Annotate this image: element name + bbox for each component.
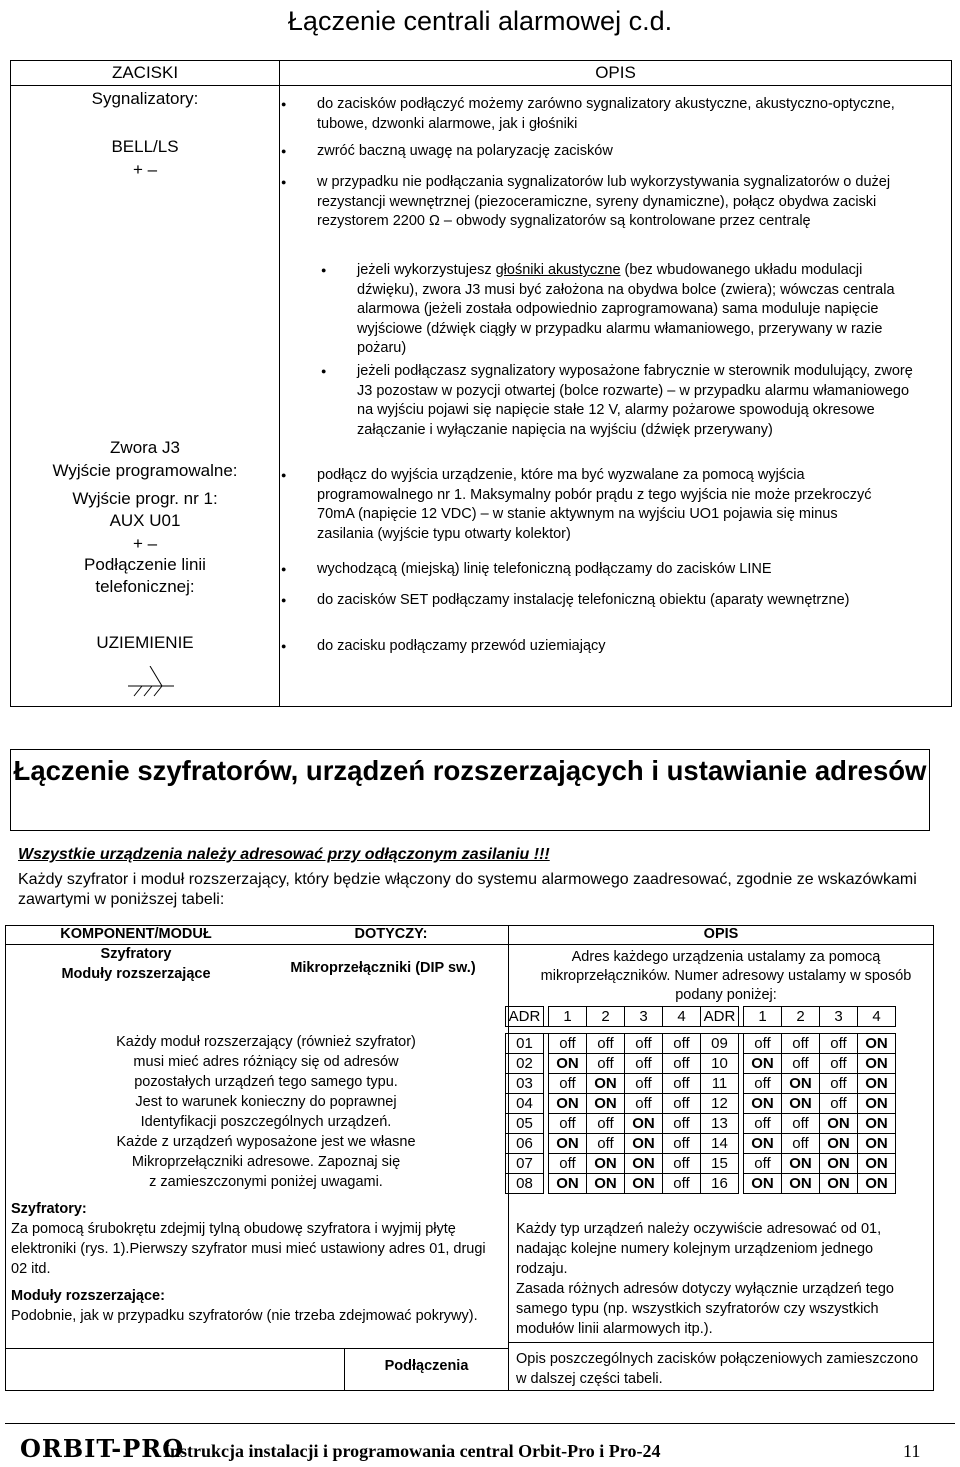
address-cell: off <box>744 1114 782 1134</box>
address-cell: ON <box>858 1034 896 1054</box>
label-uziemienie: UZIEMIENIE <box>96 633 194 652</box>
desc-5: ● jeżeli podłączasz sygnalizatory wyposażone fabrycznie w sterownik modulujący, zworę J3 pozostaw w pozycji otwartej (bolce rozwarte) – w przypadku alarmu włamaniowego na wyjściu pojawi się napięcie stałe 12 V, alarmy pożarowe spowodują okresowe załączanie i wyłączanie napięcia na wyjściu (dźwięk przerywany) <box>357 362 917 440</box>
address-cell: 06 <box>506 1134 544 1154</box>
address-cell: ON <box>744 1174 782 1194</box>
address-cell: ON <box>782 1094 820 1114</box>
center-line: musi mieć adres różniący się od adresów <box>133 1054 399 1070</box>
center-line: Identyfikacji poszczególnych urządzeń. <box>140 1114 392 1130</box>
comp-szyfratory: Szyfratory <box>100 946 172 962</box>
desc-4-underline: głośniki akustyczne <box>495 262 621 278</box>
address-cell: off <box>663 1094 701 1114</box>
orbit-pro-logo: ORBIT-PRO <box>20 1434 185 1463</box>
label-bell: BELL/LS <box>111 137 179 156</box>
center-notes <box>46 1032 486 1192</box>
address-cell: off <box>820 1094 858 1114</box>
address-cell: 14 <box>701 1134 739 1154</box>
address-cell: 04 <box>506 1094 544 1114</box>
right-note-1: Każdy typ urządzeń należy oczywiście adresować od 01, nadając kolejne numery kolejnym urządzeniom jednego rodzaju. <box>516 1221 882 1277</box>
address-cell: off <box>820 1034 858 1054</box>
address-cell: ON <box>858 1054 896 1074</box>
col-header-description: OPIS <box>595 63 636 82</box>
hdr-cell: 4 <box>858 1007 896 1027</box>
section-title: Łączenie szyfratorów, urządzeń rozszerzających i ustawianie adresów <box>10 749 930 831</box>
address-cell: off <box>587 1034 625 1054</box>
label-podlaczenie-linii: Podłączenie linii <box>84 555 206 574</box>
szyfratory-label: Szyfratory: <box>11 1201 87 1217</box>
address-cell: ON <box>625 1154 663 1174</box>
address-cell: ON <box>625 1174 663 1194</box>
address-cell: 09 <box>701 1034 739 1054</box>
address-cell: 16 <box>701 1174 739 1194</box>
footer-rule <box>5 1423 955 1424</box>
label-wyjscie-programowalne: Wyjście programowalne: <box>52 461 238 480</box>
hdr-cell: 3 <box>625 1007 663 1027</box>
address-cell: off <box>549 1114 587 1134</box>
divider <box>6 944 933 945</box>
address-cell: off <box>625 1034 663 1054</box>
label-sygnalizatory: Sygnalizatory: <box>91 89 199 108</box>
address-cell: 02 <box>506 1054 544 1074</box>
desc-4-post: (bez wbudowanego układu modulacji dźwięku), zwora J3 musi być założona na obydwa bolce (zwiera); wówczas centrala alarmowa (jeżeli została odpowiednio zaprogramowana) sama moduluje napięcie wyjściowe (dźwięk ciągły w przypadku alarmu włamaniowego, przerywany w razie pożaru) <box>357 262 895 356</box>
divider <box>11 85 951 86</box>
label-telefonicznej: telefonicznej: <box>95 577 195 596</box>
address-cell: 12 <box>701 1094 739 1114</box>
desc-1: ● do zacisków podłączyć możemy zarówno sygnalizatory akustyczne, akustyczno-optyczne, tubowe, dzwonki alarmowe, jak i głośniki <box>317 95 937 134</box>
address-row <box>506 1054 896 1074</box>
center-line: Jest to warunek konieczny do poprawnej <box>135 1094 397 1110</box>
page-number: 11 <box>903 1441 921 1461</box>
label-aux-u01: AUX U01 <box>109 511 181 530</box>
moduly-label: Moduły rozszerzające: <box>11 1288 165 1304</box>
center-line: z zamieszczonymi poniżej uwagami. <box>149 1174 383 1190</box>
address-cell: off <box>663 1054 701 1074</box>
desc-2: ● zwróć baczną uwagę na polaryzację zacisków <box>317 142 937 162</box>
center-line: Każde z urządzeń wyposażone jest we własne <box>116 1134 416 1150</box>
desc-6: ● podłącz do wyjścia urządzenie, które ma być wyzwalane za pomocą wyjścia programowalnego nr 1. Maksymalny pobór prądu z tego wyjścia nie może przekroczyć 70mA (napięcie 12 VDC) – w stanie aktywnym na wyjściu UO1 pojawia się minus zasilania (wyjście typu otwarty kolektor) <box>317 466 887 544</box>
intro-text: Każdy szyfrator i moduł rozszerzający, który będzie włączony do systemu alarmowego zaadresować, zgodnie ze wskazówkami zawartymi w poniższej tabeli: <box>18 871 917 908</box>
address-cell: off <box>663 1114 701 1134</box>
address-cell: 15 <box>701 1154 739 1174</box>
address-cell: off <box>663 1154 701 1174</box>
address-cell: ON <box>744 1134 782 1154</box>
col-header-opis: OPIS <box>703 926 739 942</box>
podlaczenia-opis: Opis poszczególnych zacisków połączeniowych zamieszczono w dalszej części tabeli. <box>516 1351 919 1387</box>
address-cell: ON <box>782 1154 820 1174</box>
address-cell: ON <box>549 1054 587 1074</box>
address-cell: ON <box>744 1094 782 1114</box>
desc-7: ● wychodzącą (miejską) linię telefoniczną podłączamy do zacisków LINE <box>317 560 937 580</box>
address-cell: off <box>744 1074 782 1094</box>
address-cell: ON <box>858 1174 896 1194</box>
warning-text: Wszystkie urządzenia należy adresować przy odłączonym zasilaniu !!! <box>18 846 550 863</box>
address-cell: ON <box>858 1094 896 1114</box>
ground-icon <box>128 666 188 698</box>
address-cell: off <box>820 1074 858 1094</box>
address-cell: 07 <box>506 1154 544 1174</box>
address-cell: off <box>663 1074 701 1094</box>
address-cell: ON <box>820 1114 858 1134</box>
hdr-cell: 4 <box>663 1007 701 1027</box>
address-cell: 05 <box>506 1114 544 1134</box>
terminals-table <box>10 60 952 707</box>
address-cell: off <box>625 1094 663 1114</box>
szyfratory-text: Za pomocą śrubokrętu zdejmij tylną obudowę szyfratora i wyjmij płytę elektroniki (rys. 1).Pierwszy szyfrator musi mieć ustawiony adres 01, drugi 02 itd. <box>11 1221 486 1277</box>
address-cell: 11 <box>701 1074 739 1094</box>
address-cell: off <box>663 1174 701 1194</box>
footer-text: Instrukcja instalacji i programowania central Orbit-Pro i Pro-24 <box>163 1441 661 1461</box>
address-cell: ON <box>820 1134 858 1154</box>
label-aux-polarity: + – <box>132 534 158 553</box>
address-cell: off <box>625 1054 663 1074</box>
address-cell: ON <box>549 1174 587 1194</box>
address-cell: ON <box>587 1154 625 1174</box>
right-note-2: Zasada różnych adresów dotyczy wyłącznie urządzeń tego samego typu (np. wszystkich szyfratorów czy wszystkich modułów linii alarmowych itp.). <box>516 1281 894 1337</box>
center-line: Mikroprzełączniki adresowe. Zapoznaj się <box>131 1154 401 1170</box>
divider <box>509 1342 933 1343</box>
address-cell: ON <box>744 1054 782 1074</box>
address-cell: 13 <box>701 1114 739 1134</box>
address-cell: off <box>820 1054 858 1074</box>
col-header-terminals: ZACISKI <box>111 63 179 82</box>
comp-moduly: Moduły rozszerzające <box>61 966 211 982</box>
address-cell: ON <box>625 1134 663 1154</box>
label-wyjscie-progr-nr: Wyjście progr. nr 1: <box>72 489 218 508</box>
hdr-cell: 2 <box>587 1007 625 1027</box>
address-cell: ON <box>858 1074 896 1094</box>
col-header-komponent: KOMPONENT/MODUŁ <box>60 926 212 942</box>
address-cell: ON <box>858 1114 896 1134</box>
address-cell: ON <box>549 1134 587 1154</box>
page-title: Łączenie centrali alarmowej c.d. <box>287 6 673 36</box>
moduly-text: Podobnie, jak w przypadku szyfratorów (nie trzeba zdejmować pokrywy). <box>11 1308 478 1324</box>
address-cell: ON <box>782 1074 820 1094</box>
address-cell: 01 <box>506 1034 544 1054</box>
address-row <box>506 1174 896 1194</box>
address-cell: 03 <box>506 1074 544 1094</box>
hdr-cell: ADR <box>506 1007 544 1027</box>
address-cell: off <box>782 1034 820 1054</box>
address-cell: 08 <box>506 1174 544 1194</box>
opis-adres: Adres każdego urządzenia ustalamy za pomocą mikroprzełączników. Numer adresowy ustalamy w sposób podany poniżej: <box>540 949 912 1003</box>
address-row <box>506 1134 896 1154</box>
address-cell: off <box>744 1034 782 1054</box>
podlaczenia-label: Podłączenia <box>384 1358 469 1374</box>
address-cell: ON <box>549 1094 587 1114</box>
address-cell: ON <box>782 1174 820 1194</box>
address-cell: ON <box>820 1174 858 1194</box>
address-cell: off <box>587 1134 625 1154</box>
cell-empty <box>6 1348 345 1390</box>
address-row <box>506 1034 896 1054</box>
address-cell: off <box>744 1154 782 1174</box>
divider <box>279 61 280 706</box>
address-row <box>506 1114 896 1134</box>
address-cell: ON <box>858 1134 896 1154</box>
col-header-dotyczy: DOTYCZY: <box>354 926 428 942</box>
desc-4 <box>357 261 917 359</box>
address-cell: off <box>782 1114 820 1134</box>
center-line: Każdy moduł rozszerzający (również szyfrator) <box>116 1034 416 1050</box>
address-cell: off <box>625 1074 663 1094</box>
address-cell: ON <box>587 1094 625 1114</box>
hdr-cell: 2 <box>782 1007 820 1027</box>
address-row <box>506 1074 896 1094</box>
hdr-cell: 3 <box>820 1007 858 1027</box>
desc-9: ● do zacisku podłączamy przewód uziemiający <box>317 637 937 657</box>
hdr-cell: ADR <box>701 1007 739 1027</box>
address-cell: off <box>549 1154 587 1174</box>
address-cell: 10 <box>701 1054 739 1074</box>
desc-8: ● do zacisków SET podłączamy instalację telefoniczną obiektu (aparaty wewnętrzne) <box>317 591 877 611</box>
address-cell: off <box>549 1074 587 1094</box>
address-cell: off <box>663 1034 701 1054</box>
address-row <box>506 1094 896 1114</box>
center-line: pozostałych urządzeń tego samego typu. <box>134 1074 398 1090</box>
label-zwora: Zwora J3 <box>110 438 180 457</box>
address-cell: ON <box>587 1174 625 1194</box>
address-table <box>505 1006 896 1194</box>
address-cell: off <box>587 1114 625 1134</box>
hdr-cell: 1 <box>549 1007 587 1027</box>
address-cell: off <box>782 1134 820 1154</box>
address-header-row <box>506 1007 896 1027</box>
address-cell: off <box>663 1134 701 1154</box>
hdr-cell: 1 <box>744 1007 782 1027</box>
address-cell: ON <box>625 1114 663 1134</box>
address-cell: ON <box>820 1154 858 1174</box>
desc-4-pre: jeżeli wykorzystujesz <box>357 262 496 278</box>
address-cell: ON <box>587 1074 625 1094</box>
address-cell: off <box>782 1054 820 1074</box>
desc-3: ● w przypadku nie podłączania sygnalizatorów lub wykorzystywania sygnalizatorów o dużej rezystancji wewnętrznej (piezoceramiczne, syreny dynamiczne), połącz obydwa zaciski rezystorem 2200 Ω – obwody sygnalizatorów są kontrolowane przez centralę <box>317 173 897 232</box>
dotyczy-dip: Mikroprzełączniki (DIP sw.) <box>290 960 476 976</box>
address-cell: ON <box>858 1154 896 1174</box>
label-bell-polarity: + – <box>132 160 158 179</box>
address-cell: off <box>587 1054 625 1074</box>
address-cell: off <box>549 1034 587 1054</box>
address-row <box>506 1154 896 1174</box>
